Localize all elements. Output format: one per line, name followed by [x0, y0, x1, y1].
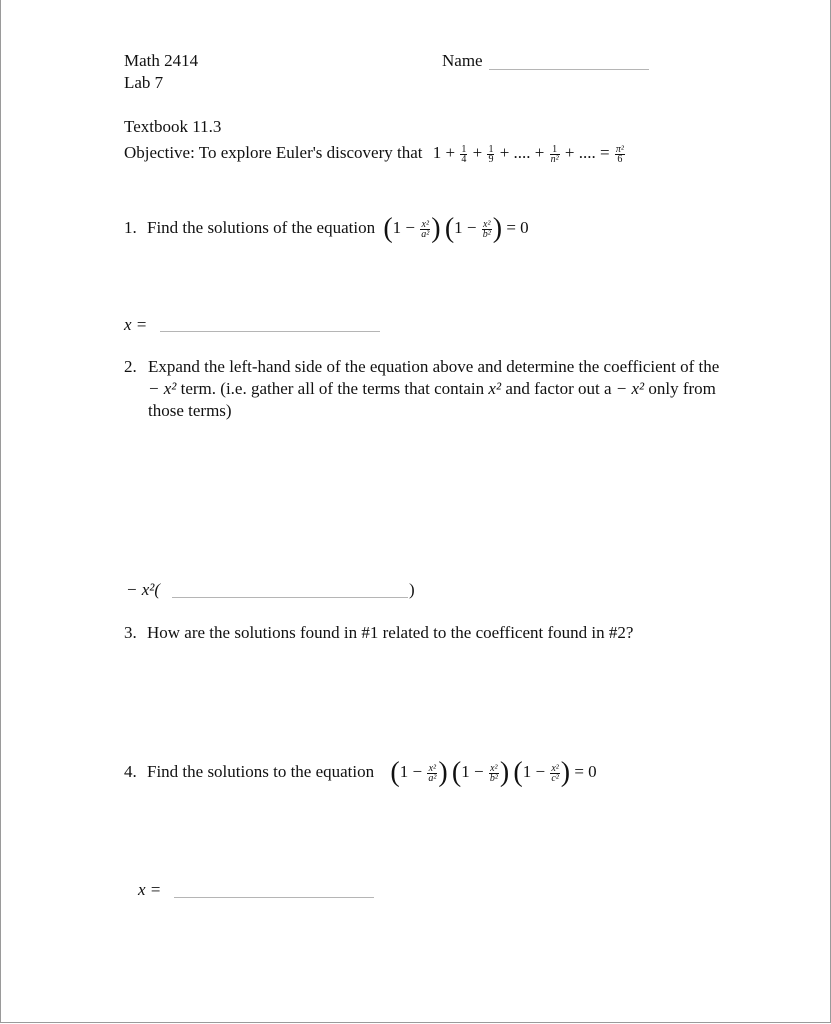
course-title: Math 2414	[124, 51, 199, 70]
lab-title: Lab 7	[124, 73, 164, 92]
question-3	[124, 623, 633, 643]
question-2-answer-prefix: − x²(	[126, 580, 161, 599]
question-2-line-3: those terms)	[148, 401, 232, 420]
question-4-answer-label: x =	[138, 880, 162, 899]
name-field[interactable]	[489, 69, 649, 70]
question-2-answer-field[interactable]	[172, 597, 408, 598]
question-1-answer-label: x =	[124, 315, 148, 334]
objective	[124, 141, 626, 165]
question-4-text: Find the solutions to the equation	[147, 762, 375, 781]
question-4	[124, 757, 597, 789]
fraction-1-n2: $\frac{1}{\text{n²}}$	[550, 143, 559, 165]
question-2-answer-suffix: )	[409, 580, 415, 599]
question-3-number: 3.	[124, 623, 137, 642]
question-1-equation: (1 − $\frac{\text{x²}}{\text{a²}}$ ) (1 − $\frac{\text{x²}}{\text{b²}}$ ) = 0	[383, 213, 529, 245]
question-4-number: 4.	[124, 762, 137, 781]
question-4-equation: (1 − $\frac{\text{x²}}{\text{a²}}$ ) (1 − $\frac{\text{x²}}{\text{b²}}$ ) (1 − $\frac{\text{x²}}{\text{c²}}$ ) = 0	[390, 757, 597, 789]
question-1	[124, 213, 529, 245]
question-2-line-2: − x² term. (i.e. gather all of the terms that contain x² and factor out a − x² only from	[148, 379, 716, 398]
objective-label: Objective: To explore Euler's discovery that	[124, 143, 423, 162]
question-1-answer-field[interactable]	[160, 331, 380, 332]
fraction-1-4: $\frac{1}{4}$	[461, 143, 467, 165]
name-label: Name	[442, 51, 483, 70]
fraction-pi2-6: $\frac{\text{π²}}{6}$	[615, 143, 624, 165]
textbook-reference: Textbook 11.3	[124, 117, 222, 136]
series-formula: 1 + $\frac{1}{4}$ + $\frac{1}{9}$ + .... + $\frac{1}{\text{n²}}$ + .... = $\frac{\text{π²}}{6}$	[432, 143, 624, 165]
question-1-number: 1.	[124, 218, 137, 237]
question-2-line-1: Expand the left-hand side of the equation above and determine the coefficient of the	[148, 357, 720, 376]
question-3-text: How are the solutions found in #1 related to the coefficent found in #2?	[147, 623, 634, 642]
fraction-1-9: $\frac{1}{9}$	[488, 143, 494, 165]
question-4-answer-field[interactable]	[174, 897, 374, 898]
question-2-number: 2.	[124, 357, 137, 376]
question-1-text: Find the solutions of the equation	[147, 218, 376, 237]
